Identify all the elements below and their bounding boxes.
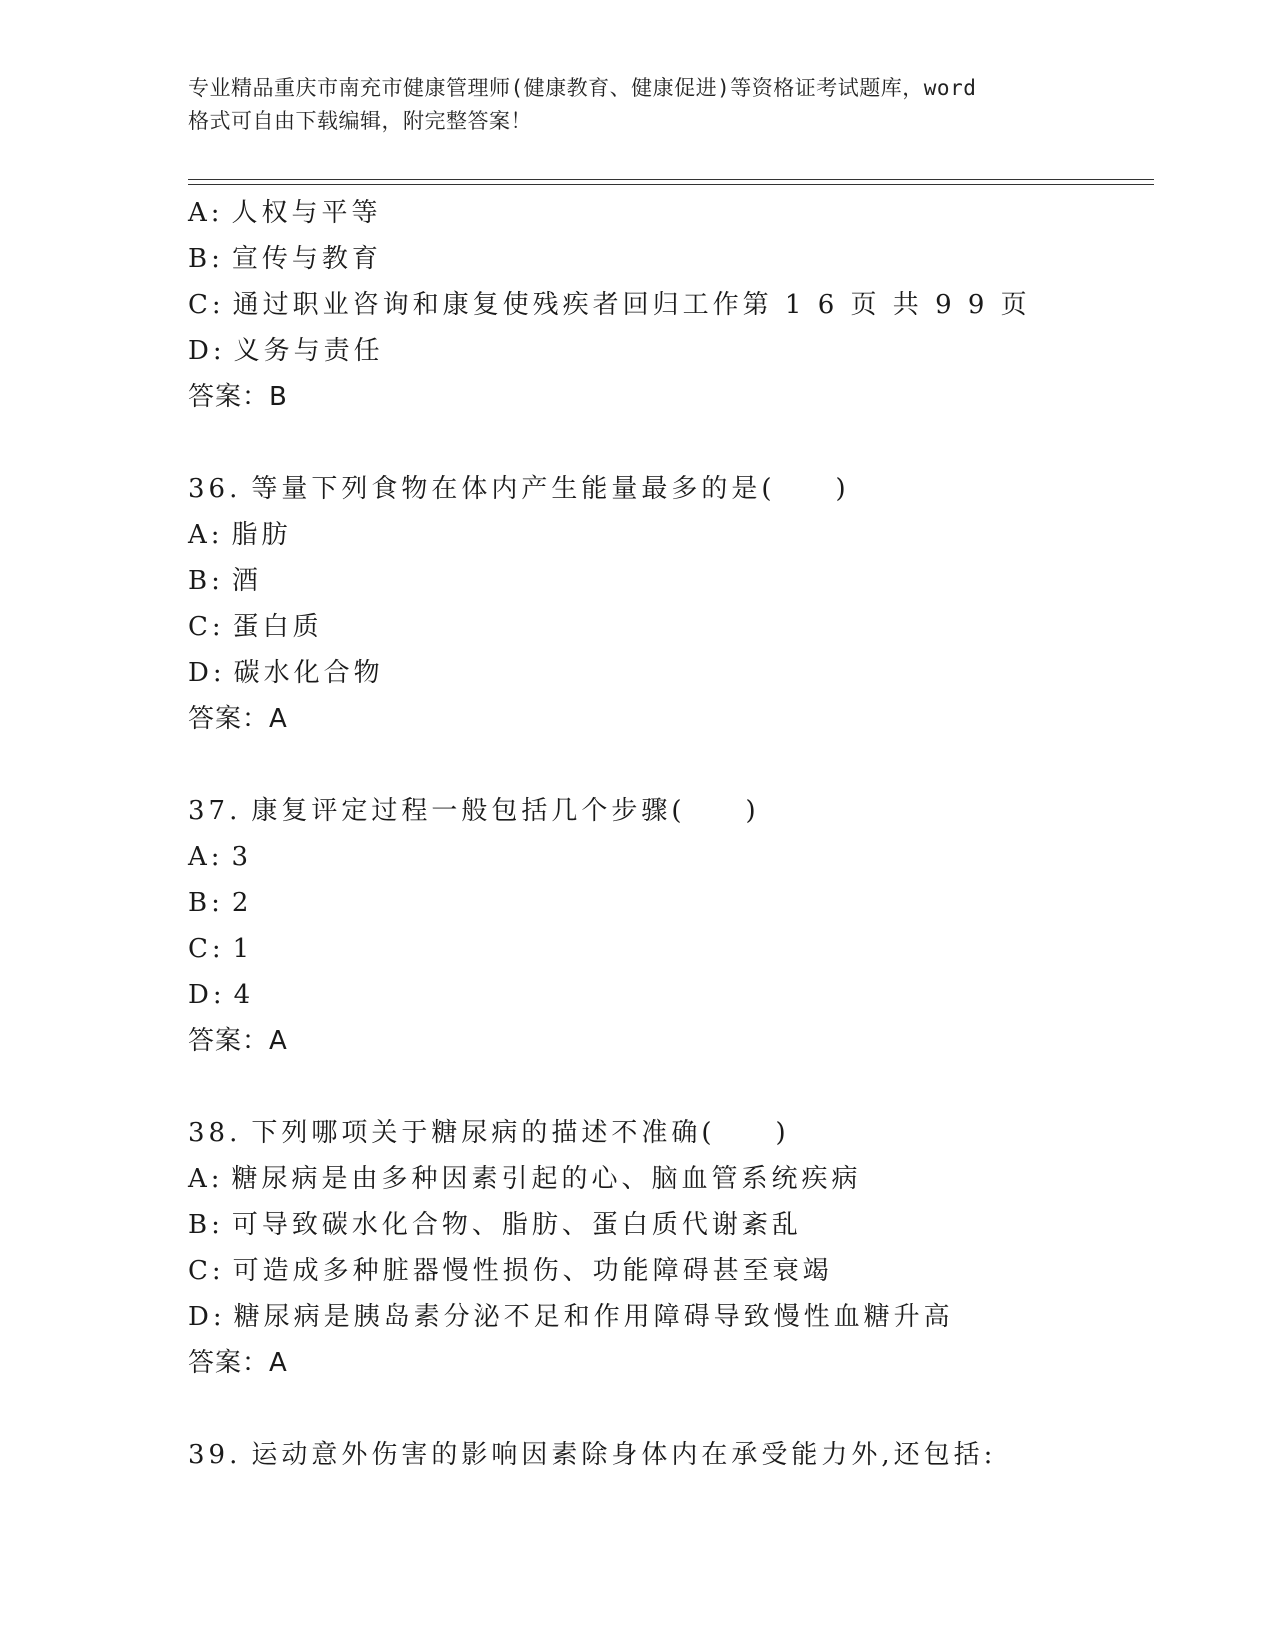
- question-stem: 36. 等量下列食物在体内产生能量最多的是( ): [188, 474, 850, 504]
- spacer: [188, 742, 1148, 788]
- option-c: C: 1: [188, 934, 254, 964]
- option-d: D: 碳水化合物: [188, 658, 384, 688]
- question-stem: 39. 运动意外伤害的影响因素除身体内在承受能力外,还包括:: [188, 1440, 997, 1470]
- option-b: B: 可导致碳水化合物、脂肪、蛋白质代谢紊乱: [188, 1210, 802, 1240]
- answer: 答案：A: [188, 1348, 288, 1378]
- option-c: C: 可造成多种脏器慢性损伤、功能障碍甚至衰竭: [188, 1256, 833, 1286]
- option-b: B: 2: [188, 888, 253, 918]
- spacer: [188, 1064, 1148, 1110]
- question-stem: 37. 康复评定过程一般包括几个步骤( ): [188, 796, 760, 826]
- option-a: A: 糖尿病是由多种因素引起的心、脑血管系统疾病: [188, 1164, 862, 1194]
- header-rule-bottom: [188, 184, 1154, 185]
- option-c: C: 蛋白质: [188, 612, 323, 642]
- header-rule-top: [188, 179, 1154, 180]
- question-38: [188, 1110, 1148, 1386]
- document-body: [188, 190, 1148, 1478]
- question-37: [188, 788, 1148, 1064]
- answer: 答案：A: [188, 704, 288, 734]
- answer: 答案：B: [188, 382, 288, 412]
- option-a: A: 3: [188, 842, 253, 872]
- question-36: [188, 466, 1148, 742]
- question-stem: 38. 下列哪项关于糖尿病的描述不准确( ): [188, 1118, 790, 1148]
- spacer: [188, 1386, 1148, 1432]
- question-35-continued: [188, 190, 1148, 420]
- question-39: [188, 1432, 1148, 1478]
- option-b: B: 宣传与教育: [188, 244, 382, 274]
- spacer: [188, 420, 1148, 466]
- option-b: B: 酒: [188, 566, 262, 596]
- option-d: D: 义务与责任: [188, 336, 384, 366]
- header-line-1: 专业精品重庆市南充市健康管理师(健康教育、健康促进)等资格证考试题库，word: [188, 76, 977, 100]
- option-a: A: 脂肪: [188, 520, 292, 550]
- option-d: D: 糖尿病是胰岛素分泌不足和作用障碍导致慢性血糖升高: [188, 1302, 954, 1332]
- option-a: A: 人权与平等: [188, 198, 382, 228]
- header-line-2: 格式可自由下载编辑，附完整答案！: [188, 109, 532, 133]
- option-c: C: 通过职业咨询和康复使残疾者回归工作第 1 6 页 共 9 9 页: [188, 290, 1031, 320]
- document-header: [188, 72, 1088, 138]
- answer: 答案：A: [188, 1026, 288, 1056]
- option-d: D: 4: [188, 980, 255, 1010]
